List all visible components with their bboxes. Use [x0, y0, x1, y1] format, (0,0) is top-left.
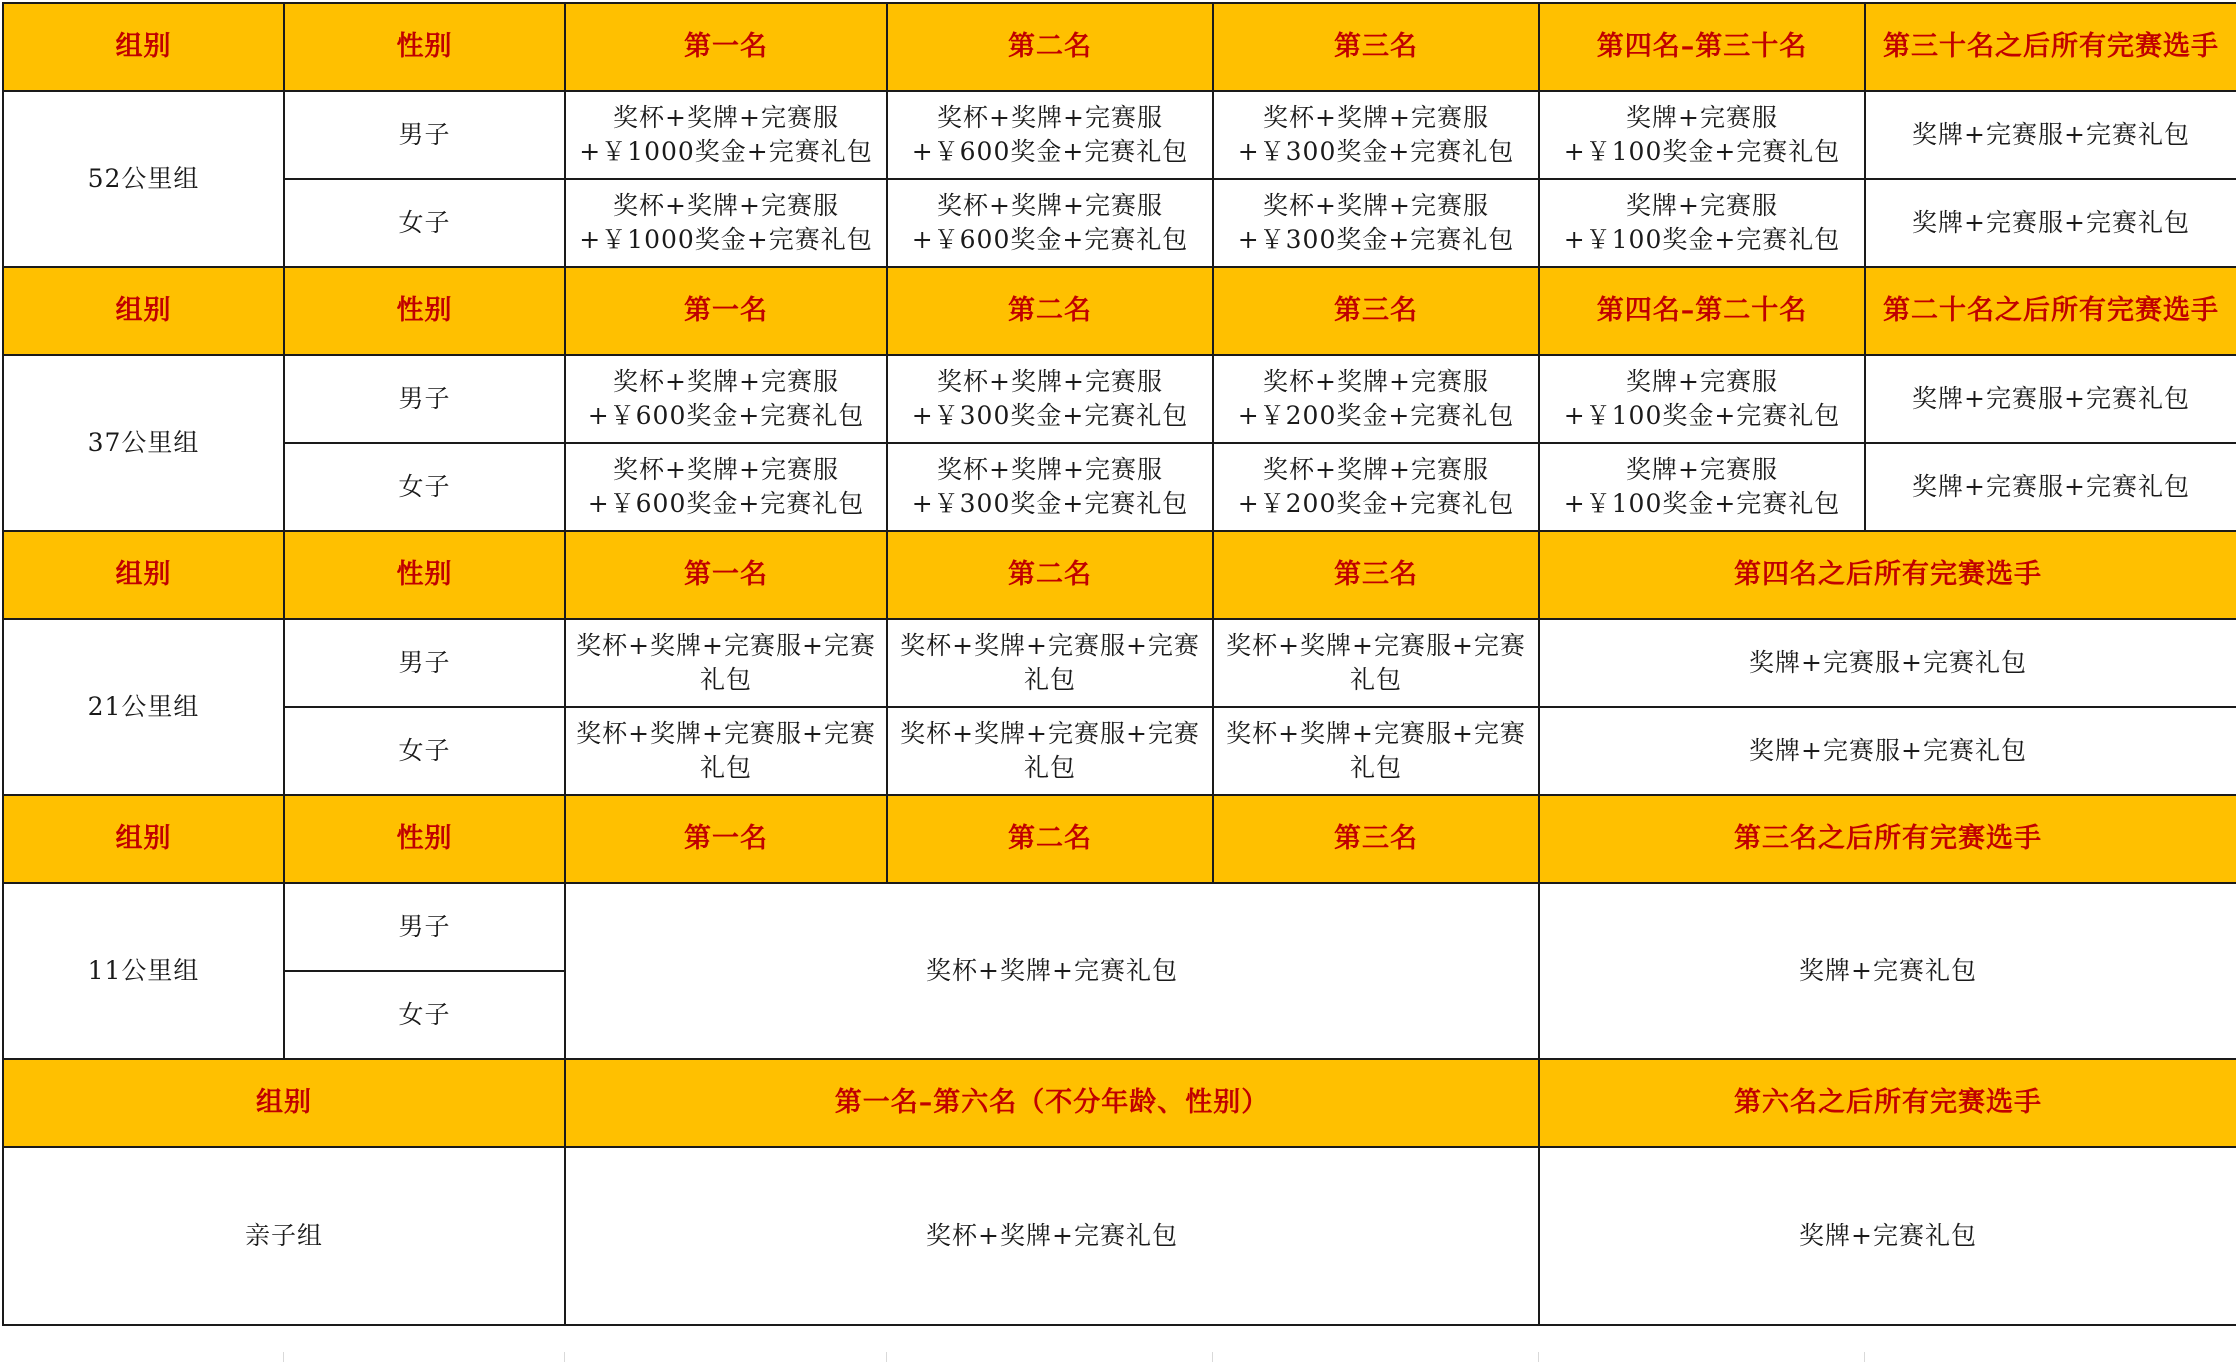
prize-cell: 奖杯+奖牌+完赛服+完赛 礼包 [887, 619, 1213, 707]
prize-cell: 奖杯+奖牌+完赛服 +￥300奖金+完赛礼包 [1213, 91, 1539, 179]
prize-cell: 奖杯+奖牌+完赛服 +￥600奖金+完赛礼包 [565, 443, 887, 531]
gender-male: 男子 [284, 355, 565, 443]
header-third: 第三名 [1213, 3, 1539, 91]
group-name-family: 亲子组 [3, 1147, 565, 1325]
table-row-52km-male [3, 91, 2236, 179]
header-after-twentieth: 第二十名之后所有完赛选手 [1865, 267, 2236, 355]
table-row-37km-female [3, 443, 2236, 531]
prize-cell: 奖杯+奖牌+完赛服 +￥200奖金+完赛礼包 [1213, 443, 1539, 531]
table-row-11km-male [3, 883, 2236, 971]
group-name-21km: 21公里组 [3, 619, 284, 795]
gender-female: 女子 [284, 443, 565, 531]
header-after-sixth: 第六名之后所有完赛选手 [1539, 1059, 2236, 1147]
table-row-21km-female [3, 707, 2236, 795]
prize-cell: 奖牌+完赛服+完赛礼包 [1539, 707, 2236, 795]
table-row-21km-male [3, 619, 2236, 707]
header-row-21km [3, 531, 2236, 619]
table-row-52km-female [3, 179, 2236, 267]
header-fourth-to-twentieth: 第四名–第二十名 [1539, 267, 1865, 355]
gender-male: 男子 [284, 883, 565, 971]
header-group: 组别 [3, 531, 284, 619]
prize-cell: 奖杯+奖牌+完赛服 +￥200奖金+完赛礼包 [1213, 355, 1539, 443]
header-group: 组别 [3, 795, 284, 883]
prize-cell: 奖牌+完赛服+完赛礼包 [1539, 619, 2236, 707]
header-after-fourth: 第四名之后所有完赛选手 [1539, 531, 2236, 619]
header-third: 第三名 [1213, 531, 1539, 619]
header-after-third: 第三名之后所有完赛选手 [1539, 795, 2236, 883]
header-second: 第二名 [887, 531, 1213, 619]
header-fourth-to-thirtieth: 第四名–第三十名 [1539, 3, 1865, 91]
prize-cell: 奖牌+完赛服 +￥100奖金+完赛礼包 [1539, 91, 1865, 179]
prize-cell: 奖杯+奖牌+完赛服+完赛 礼包 [565, 707, 887, 795]
prize-cell: 奖杯+奖牌+完赛服 +￥300奖金+完赛礼包 [887, 355, 1213, 443]
table-row-family [3, 1147, 2236, 1325]
prize-cell: 奖牌+完赛服+完赛礼包 [1865, 179, 2236, 267]
header-third: 第三名 [1213, 267, 1539, 355]
table-row-37km-male [3, 355, 2236, 443]
prize-table [2, 2, 2236, 1326]
header-second: 第二名 [887, 795, 1213, 883]
gender-female: 女子 [284, 707, 565, 795]
header-gender: 性别 [284, 3, 565, 91]
prize-cell: 奖杯+奖牌+完赛服+完赛 礼包 [887, 707, 1213, 795]
group-name-37km: 37公里组 [3, 355, 284, 531]
header-second: 第二名 [887, 3, 1213, 91]
prize-cell: 奖杯+奖牌+完赛服 +￥600奖金+完赛礼包 [887, 179, 1213, 267]
prize-cell: 奖杯+奖牌+完赛服 +￥300奖金+完赛礼包 [887, 443, 1213, 531]
prize-cell: 奖杯+奖牌+完赛服 +￥600奖金+完赛礼包 [565, 355, 887, 443]
header-row-11km [3, 795, 2236, 883]
prize-cell: 奖牌+完赛服 +￥100奖金+完赛礼包 [1539, 179, 1865, 267]
header-third: 第三名 [1213, 795, 1539, 883]
header-group: 组别 [3, 3, 284, 91]
gender-male: 男子 [284, 619, 565, 707]
prize-cell: 奖牌+完赛服 +￥100奖金+完赛礼包 [1539, 443, 1865, 531]
prize-cell-rest: 奖牌+完赛礼包 [1539, 883, 2236, 1059]
prize-cell-top3: 奖杯+奖牌+完赛礼包 [565, 883, 1539, 1059]
prize-cell: 奖杯+奖牌+完赛服+完赛 礼包 [565, 619, 887, 707]
prize-cell: 奖杯+奖牌+完赛服+完赛 礼包 [1213, 619, 1539, 707]
header-first-to-sixth: 第一名–第六名（不分年龄、性别） [565, 1059, 1539, 1147]
header-group: 组别 [3, 1059, 565, 1147]
prize-cell: 奖杯+奖牌+完赛服 +￥300奖金+完赛礼包 [1213, 179, 1539, 267]
prize-cell: 奖杯+奖牌+完赛服+完赛 礼包 [1213, 707, 1539, 795]
prize-cell: 奖牌+完赛服 +￥100奖金+完赛礼包 [1539, 355, 1865, 443]
prize-cell-top6: 奖杯+奖牌+完赛礼包 [565, 1147, 1539, 1325]
header-first: 第一名 [565, 795, 887, 883]
gender-female: 女子 [284, 179, 565, 267]
header-gender: 性别 [284, 531, 565, 619]
prize-cell: 奖杯+奖牌+完赛服 +￥600奖金+完赛礼包 [887, 91, 1213, 179]
header-row-37km [3, 267, 2236, 355]
header-second: 第二名 [887, 267, 1213, 355]
group-name-52km: 52公里组 [3, 91, 284, 267]
header-first: 第一名 [565, 3, 887, 91]
header-group: 组别 [3, 267, 284, 355]
prize-cell: 奖牌+完赛服+完赛礼包 [1865, 355, 2236, 443]
header-row-52km [3, 3, 2236, 91]
prize-cell: 奖杯+奖牌+完赛服 +￥1000奖金+完赛礼包 [565, 91, 887, 179]
gender-male: 男子 [284, 91, 565, 179]
header-first: 第一名 [565, 531, 887, 619]
header-after-thirtieth: 第三十名之后所有完赛选手 [1865, 3, 2236, 91]
prize-cell: 奖牌+完赛服+完赛礼包 [1865, 443, 2236, 531]
prize-cell-rest: 奖牌+完赛礼包 [1539, 1147, 2236, 1325]
gender-female: 女子 [284, 971, 565, 1059]
header-row-family [3, 1059, 2236, 1147]
header-gender: 性别 [284, 267, 565, 355]
group-name-11km: 11公里组 [3, 883, 284, 1059]
header-gender: 性别 [284, 795, 565, 883]
prize-cell: 奖杯+奖牌+完赛服 +￥1000奖金+完赛礼包 [565, 179, 887, 267]
sheet-gridline-tail [0, 1352, 2236, 1362]
prize-cell: 奖牌+完赛服+完赛礼包 [1865, 91, 2236, 179]
header-first: 第一名 [565, 267, 887, 355]
